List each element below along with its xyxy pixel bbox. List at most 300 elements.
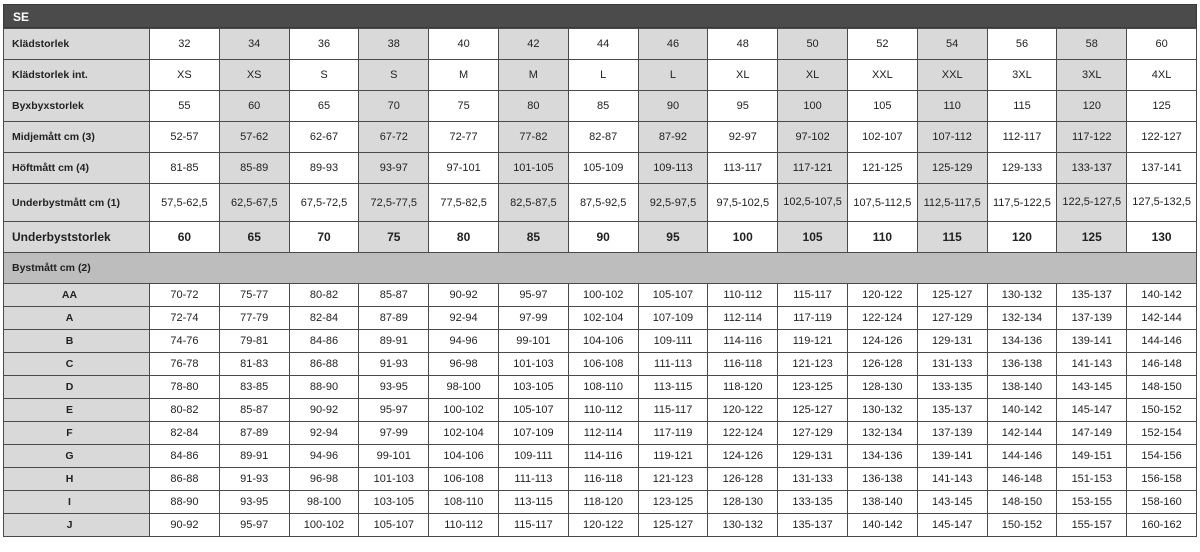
table-cell: 85-87: [219, 399, 289, 422]
table-cell: 114-116: [568, 445, 638, 468]
table-cell: 139-141: [1057, 330, 1127, 353]
table-cell: 48: [708, 29, 778, 60]
table-cell: 138-140: [987, 376, 1057, 399]
table-cell: 124-126: [708, 445, 778, 468]
section-row: [4, 253, 1197, 284]
table-cell: 110: [847, 222, 917, 253]
table-cell: S: [289, 60, 359, 91]
table-cell: 3XL: [1057, 60, 1127, 91]
table-cell: 52: [847, 29, 917, 60]
table-cell: XXL: [917, 60, 987, 91]
table-cell: 121-125: [847, 153, 917, 184]
table-cell: 76-78: [150, 353, 220, 376]
table-cell: 105-107: [498, 399, 568, 422]
table-cell: 142-144: [1127, 307, 1197, 330]
table-cell: 125-129: [917, 153, 987, 184]
table-cell: 87-89: [359, 307, 429, 330]
table-cell: XL: [778, 60, 848, 91]
table-cell: 108-110: [429, 491, 499, 514]
cup-row: [4, 491, 1197, 514]
table-cell: 110: [917, 91, 987, 122]
table-cell: 113-115: [498, 491, 568, 514]
table-cell: 84-86: [289, 330, 359, 353]
table-cell: 108-110: [568, 376, 638, 399]
table-cell: 77-79: [219, 307, 289, 330]
table-cell: 78-80: [150, 376, 220, 399]
table-cell: 135-137: [778, 514, 848, 537]
table-cell: 150-152: [987, 514, 1057, 537]
measure-row: [4, 29, 1197, 60]
table-cell: 82,5-87,5: [498, 184, 568, 222]
table-cell: 83-85: [219, 376, 289, 399]
table-cell: 112,5-117,5: [917, 184, 987, 222]
table-cell: 125-127: [638, 514, 708, 537]
table-cell: 77-82: [498, 122, 568, 153]
cup-row: [4, 468, 1197, 491]
table-cell: 126-128: [708, 468, 778, 491]
table-cell: 156-158: [1127, 468, 1197, 491]
table-cell: 100-102: [429, 399, 499, 422]
table-cell: 116-118: [568, 468, 638, 491]
table-cell: 145-147: [1057, 399, 1127, 422]
table-cell: 115: [917, 222, 987, 253]
table-cell: 137-141: [1127, 153, 1197, 184]
table-cell: 62,5-67,5: [219, 184, 289, 222]
table-cell: 80-82: [150, 399, 220, 422]
table-cell: 113-117: [708, 153, 778, 184]
table-cell: 106-108: [429, 468, 499, 491]
table-cell: 85: [568, 91, 638, 122]
table-cell: 119-121: [638, 445, 708, 468]
table-cell: 115-117: [498, 514, 568, 537]
table-cell: 93-95: [219, 491, 289, 514]
cup-label: F: [4, 422, 150, 445]
table-cell: 89-91: [359, 330, 429, 353]
table-cell: 148-150: [987, 491, 1057, 514]
table-cell: 146-148: [1127, 353, 1197, 376]
table-cell: 95-97: [359, 399, 429, 422]
table-cell: 89-93: [289, 153, 359, 184]
table-cell: 107-112: [917, 122, 987, 153]
table-cell: 117-121: [778, 153, 848, 184]
table-cell: 93-95: [359, 376, 429, 399]
table-cell: 80-82: [289, 284, 359, 307]
table-cell: 36: [289, 29, 359, 60]
table-cell: 144-146: [1127, 330, 1197, 353]
table-cell: 100-102: [289, 514, 359, 537]
table-cell: 95-97: [219, 514, 289, 537]
table-cell: 152-154: [1127, 422, 1197, 445]
table-cell: 85: [498, 222, 568, 253]
table-cell: 86-88: [289, 353, 359, 376]
row-label: Byxbyxstorlek: [4, 91, 150, 122]
table-cell: 93-97: [359, 153, 429, 184]
table-cell: 103-105: [359, 491, 429, 514]
table-cell: 101-103: [359, 468, 429, 491]
table-cell: 90: [568, 222, 638, 253]
table-cell: 122-127: [1127, 122, 1197, 153]
table-cell: 112-114: [708, 307, 778, 330]
table-cell: 125: [1127, 91, 1197, 122]
table-cell: 105: [778, 222, 848, 253]
table-cell: 42: [498, 29, 568, 60]
table-cell: 127-129: [917, 307, 987, 330]
table-cell: 97-99: [498, 307, 568, 330]
table-cell: 126-128: [847, 353, 917, 376]
table-cell: 140-142: [987, 399, 1057, 422]
table-cell: 50: [778, 29, 848, 60]
table-cell: 132-134: [847, 422, 917, 445]
table-cell: 102-104: [568, 307, 638, 330]
table-cell: 136-138: [987, 353, 1057, 376]
table-cell: 72-74: [150, 307, 220, 330]
table-cell: 135-137: [1057, 284, 1127, 307]
table-cell: 82-87: [568, 122, 638, 153]
table-cell: 92-94: [429, 307, 499, 330]
table-cell: 110-112: [708, 284, 778, 307]
table-cell: 60: [1127, 29, 1197, 60]
table-cell: 74-76: [150, 330, 220, 353]
table-cell: 91-93: [219, 468, 289, 491]
table-cell: 97-101: [429, 153, 499, 184]
table-cell: 125: [1057, 222, 1127, 253]
table-cell: 134-136: [847, 445, 917, 468]
table-cell: 92-97: [708, 122, 778, 153]
table-cell: 121-123: [778, 353, 848, 376]
table-cell: 86-88: [150, 468, 220, 491]
table-cell: 98-100: [289, 491, 359, 514]
measure-row: [4, 91, 1197, 122]
table-cell: 89-91: [219, 445, 289, 468]
table-cell: 147-149: [1057, 422, 1127, 445]
table-cell: 149-151: [1057, 445, 1127, 468]
table-cell: 120-122: [847, 284, 917, 307]
table-cell: 124-126: [847, 330, 917, 353]
table-cell: 128-130: [708, 491, 778, 514]
table-cell: 132-134: [987, 307, 1057, 330]
table-cell: 140-142: [1127, 284, 1197, 307]
table-cell: 92-94: [289, 422, 359, 445]
table-cell: 75-77: [219, 284, 289, 307]
row-label: Höftmått cm (4): [4, 153, 150, 184]
table-cell: 85-89: [219, 153, 289, 184]
table-cell: 90-92: [289, 399, 359, 422]
table-cell: 46: [638, 29, 708, 60]
table-cell: 77,5-82,5: [429, 184, 499, 222]
table-cell: 103-105: [498, 376, 568, 399]
table-cell: 141-143: [1057, 353, 1127, 376]
table-cell: 84-86: [150, 445, 220, 468]
table-cell: 120: [987, 222, 1057, 253]
table-cell: 105-107: [638, 284, 708, 307]
table-cell: 70: [359, 91, 429, 122]
table-cell: 101-105: [498, 153, 568, 184]
table-cell: 158-160: [1127, 491, 1197, 514]
measure-row: [4, 184, 1197, 222]
table-cell: 121-123: [638, 468, 708, 491]
table-cell: 80: [429, 222, 499, 253]
section-label: Bystmått cm (2): [4, 253, 1197, 284]
table-cell: 139-141: [917, 445, 987, 468]
table-cell: 111-113: [638, 353, 708, 376]
table-cell: 99-101: [359, 445, 429, 468]
table-cell: 95: [708, 91, 778, 122]
table-cell: 127,5-132,5: [1127, 184, 1197, 222]
table-cell: 99-101: [498, 330, 568, 353]
table-cell: 160-162: [1127, 514, 1197, 537]
table-cell: 118-120: [568, 491, 638, 514]
cup-row: [4, 376, 1197, 399]
table-cell: 130-132: [708, 514, 778, 537]
table-cell: 72-77: [429, 122, 499, 153]
table-cell: 57,5-62,5: [150, 184, 220, 222]
table-cell: 96-98: [429, 353, 499, 376]
table-cell: 72,5-77,5: [359, 184, 429, 222]
table-cell: 143-145: [1057, 376, 1127, 399]
table-cell: 133-135: [917, 376, 987, 399]
table-cell: 150-152: [1127, 399, 1197, 422]
table-cell: 79-81: [219, 330, 289, 353]
table-cell: 105-109: [568, 153, 638, 184]
table-cell: 118-120: [708, 376, 778, 399]
table-cell: 107-109: [498, 422, 568, 445]
cup-label: E: [4, 399, 150, 422]
row-label: Underbystmått cm (1): [4, 184, 150, 222]
measure-row: [4, 60, 1197, 91]
table-cell: 102-104: [429, 422, 499, 445]
cup-label: I: [4, 491, 150, 514]
table-cell: 57-62: [219, 122, 289, 153]
table-cell: 122-124: [708, 422, 778, 445]
table-cell: 140-142: [847, 514, 917, 537]
table-cell: 146-148: [987, 468, 1057, 491]
table-cell: 129-131: [917, 330, 987, 353]
table-cell: 112-114: [568, 422, 638, 445]
table-cell: 123-125: [778, 376, 848, 399]
table-cell: 96-98: [289, 468, 359, 491]
table-cell: XS: [219, 60, 289, 91]
table-cell: 90-92: [429, 284, 499, 307]
size-chart: [3, 4, 1197, 537]
table-cell: 128-130: [847, 376, 917, 399]
table-cell: 38: [359, 29, 429, 60]
table-cell: 151-153: [1057, 468, 1127, 491]
table-cell: 129-131: [778, 445, 848, 468]
table-cell: 92,5-97,5: [638, 184, 708, 222]
cup-label: B: [4, 330, 150, 353]
table-cell: 120-122: [568, 514, 638, 537]
cup-row: [4, 284, 1197, 307]
table-cell: 70-72: [150, 284, 220, 307]
table-cell: 117,5-122,5: [987, 184, 1057, 222]
table-cell: 137-139: [1057, 307, 1127, 330]
table-cell: 141-143: [917, 468, 987, 491]
table-cell: 4XL: [1127, 60, 1197, 91]
cup-label: G: [4, 445, 150, 468]
cup-row: [4, 445, 1197, 468]
table-cell: 82-84: [289, 307, 359, 330]
table-cell: 100-102: [568, 284, 638, 307]
table-cell: 87-89: [219, 422, 289, 445]
size-table: [3, 28, 1197, 537]
table-cell: L: [638, 60, 708, 91]
cup-label: J: [4, 514, 150, 537]
table-cell: 131-133: [917, 353, 987, 376]
table-cell: 109-113: [638, 153, 708, 184]
table-cell: 155-157: [1057, 514, 1127, 537]
table-cell: 114-116: [708, 330, 778, 353]
table-cell: 95-97: [498, 284, 568, 307]
table-cell: 137-139: [917, 422, 987, 445]
table-cell: 80: [498, 91, 568, 122]
table-cell: 91-93: [359, 353, 429, 376]
table-cell: 133-137: [1057, 153, 1127, 184]
table-cell: 120: [1057, 91, 1127, 122]
table-cell: 60: [219, 91, 289, 122]
cup-label: A: [4, 307, 150, 330]
table-cell: 95: [638, 222, 708, 253]
table-cell: 60: [150, 222, 220, 253]
table-cell: 154-156: [1127, 445, 1197, 468]
table-cell: 62-67: [289, 122, 359, 153]
table-cell: 34: [219, 29, 289, 60]
table-cell: 125-127: [778, 399, 848, 422]
row-label: Klädstorlek: [4, 29, 150, 60]
table-cell: 125-127: [917, 284, 987, 307]
table-cell: 117-122: [1057, 122, 1127, 153]
cup-label: H: [4, 468, 150, 491]
table-cell: 130-132: [987, 284, 1057, 307]
table-cell: 81-83: [219, 353, 289, 376]
table-cell: 135-137: [917, 399, 987, 422]
table-cell: 87,5-92,5: [568, 184, 638, 222]
table-cell: 102-107: [847, 122, 917, 153]
table-cell: 113-115: [638, 376, 708, 399]
cup-label: C: [4, 353, 150, 376]
table-cell: 97-99: [359, 422, 429, 445]
table-cell: 75: [429, 91, 499, 122]
table-cell: 110-112: [429, 514, 499, 537]
table-cell: 110-112: [568, 399, 638, 422]
table-cell: 65: [219, 222, 289, 253]
table-cell: 88-90: [150, 491, 220, 514]
table-cell: 85-87: [359, 284, 429, 307]
table-cell: 40: [429, 29, 499, 60]
table-cell: 144-146: [987, 445, 1057, 468]
table-cell: 88-90: [289, 376, 359, 399]
table-cell: 55: [150, 91, 220, 122]
cup-row: [4, 399, 1197, 422]
table-cell: 67,5-72,5: [289, 184, 359, 222]
table-cell: 52-57: [150, 122, 220, 153]
table-cell: 100: [778, 91, 848, 122]
table-cell: 148-150: [1127, 376, 1197, 399]
table-cell: 111-113: [498, 468, 568, 491]
table-cell: M: [429, 60, 499, 91]
table-cell: 65: [289, 91, 359, 122]
row-label: Midjemått cm (3): [4, 122, 150, 153]
table-cell: S: [359, 60, 429, 91]
table-cell: 109-111: [638, 330, 708, 353]
table-cell: 130-132: [847, 399, 917, 422]
table-cell: XXL: [847, 60, 917, 91]
table-cell: 90-92: [150, 514, 220, 537]
table-cell: 56: [987, 29, 1057, 60]
table-cell: 67-72: [359, 122, 429, 153]
table-cell: 109-111: [498, 445, 568, 468]
table-cell: 94-96: [429, 330, 499, 353]
table-cell: 104-106: [568, 330, 638, 353]
table-cell: 127-129: [778, 422, 848, 445]
table-cell: 97,5-102,5: [708, 184, 778, 222]
table-cell: 105: [847, 91, 917, 122]
table-cell: 87-92: [638, 122, 708, 153]
cup-label: AA: [4, 284, 150, 307]
table-cell: 81-85: [150, 153, 220, 184]
table-cell: 129-133: [987, 153, 1057, 184]
table-cell: 133-135: [778, 491, 848, 514]
table-cell: 106-108: [568, 353, 638, 376]
table-cell: 134-136: [987, 330, 1057, 353]
table-cell: 130: [1127, 222, 1197, 253]
table-cell: 122-124: [847, 307, 917, 330]
table-cell: 153-155: [1057, 491, 1127, 514]
table-cell: 94-96: [289, 445, 359, 468]
table-cell: 117-119: [638, 422, 708, 445]
table-cell: 107-109: [638, 307, 708, 330]
table-cell: 143-145: [917, 491, 987, 514]
table-cell: 120-122: [708, 399, 778, 422]
table-cell: 44: [568, 29, 638, 60]
cup-row: [4, 353, 1197, 376]
table-cell: 115-117: [778, 284, 848, 307]
measure-row: [4, 153, 1197, 184]
table-cell: 90: [638, 91, 708, 122]
measure-row: [4, 222, 1197, 253]
table-cell: 54: [917, 29, 987, 60]
table-cell: 82-84: [150, 422, 220, 445]
table-cell: 116-118: [708, 353, 778, 376]
table-cell: 122,5-127,5: [1057, 184, 1127, 222]
chart-title: SE: [3, 4, 1197, 28]
table-cell: 58: [1057, 29, 1127, 60]
table-cell: XL: [708, 60, 778, 91]
table-cell: 75: [359, 222, 429, 253]
table-cell: 98-100: [429, 376, 499, 399]
cup-label: D: [4, 376, 150, 399]
table-cell: 102,5-107,5: [778, 184, 848, 222]
table-cell: 123-125: [638, 491, 708, 514]
table-cell: 104-106: [429, 445, 499, 468]
table-cell: 117-119: [778, 307, 848, 330]
table-cell: 115-117: [638, 399, 708, 422]
table-cell: 32: [150, 29, 220, 60]
table-cell: 119-121: [778, 330, 848, 353]
table-cell: 115: [987, 91, 1057, 122]
cup-row: [4, 422, 1197, 445]
table-cell: 105-107: [359, 514, 429, 537]
measure-row: [4, 122, 1197, 153]
table-cell: XS: [150, 60, 220, 91]
row-label: Underbyststorlek: [4, 222, 150, 253]
table-cell: 107,5-112,5: [847, 184, 917, 222]
table-cell: 145-147: [917, 514, 987, 537]
table-cell: 131-133: [778, 468, 848, 491]
table-cell: 136-138: [847, 468, 917, 491]
table-cell: 70: [289, 222, 359, 253]
row-label: Klädstorlek int.: [4, 60, 150, 91]
table-cell: M: [498, 60, 568, 91]
